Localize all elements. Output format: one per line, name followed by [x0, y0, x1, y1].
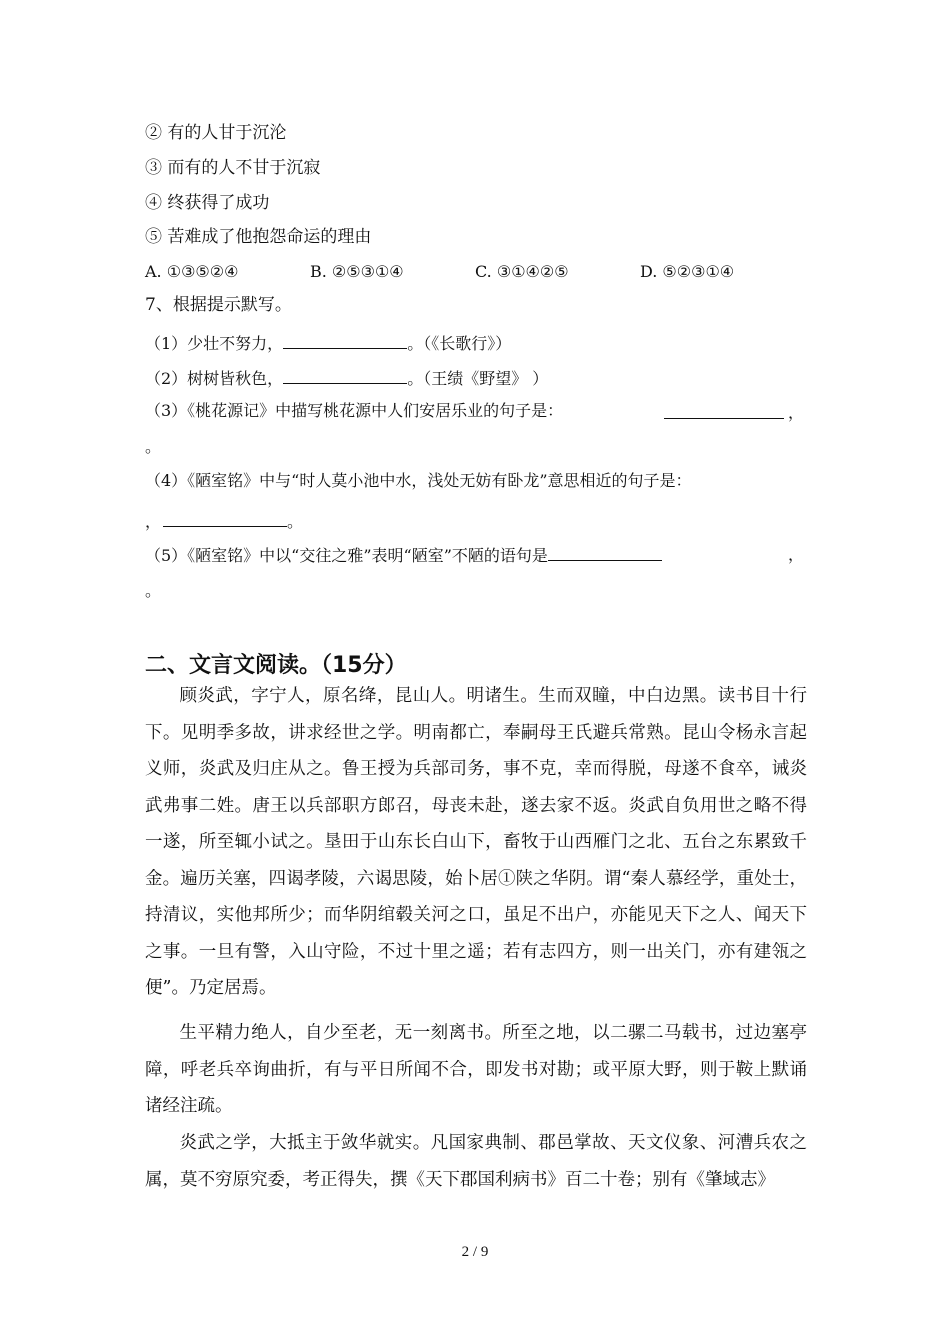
q7-3-comma: ， [788, 403, 805, 422]
q7-2-blank[interactable] [283, 365, 407, 384]
q6-option-a: A. ①③⑤②④ [145, 262, 239, 281]
q7-item-3 [145, 400, 563, 422]
q7-5-prompt: （5）《陋室铭》中以“交往之雅”表明“陋室”不陋的语句是 [145, 546, 548, 565]
q6-option-c: C. ③①④②⑤ [475, 262, 569, 281]
passage-paragraph-3 [145, 1125, 807, 1198]
q7-item-4 [145, 470, 692, 492]
passage-paragraph-1 [145, 678, 807, 1007]
q7-3-blank[interactable] [664, 400, 784, 419]
q6-item-2: ② 有的人甘于沉沦 [145, 123, 287, 143]
q7-3-prompt: （3）《桃花源记》中描写桃花源中人们安居乐业的句子是： [145, 401, 564, 420]
paragraph-1-text: 顾炎武，字宁人，原名绛，昆山人。明诸生。生而双瞳，中白边黑。读书目十行下。见明季多故，讲求经世之学。明南都亡，奉嗣母王氏避兵常熟。昆山令杨永言起义师，炎武及归庄从之。鲁王授为兵部司务，事不克，幸而得脱，母遂不食卒，诫炎武弗事二姓。唐王以兵部职方郎召，母丧未赴，遂去家不返。炎武自负用世之略不得一遂，所至辄小试之。垦田于山东长白山下，畜牧于山西雁门之北、五台之东累致千金。遍历关塞，四谒孝陵，六谒思陵，始卜居①陕之华阴。谓“秦人慕经学，重处士，持清议，实他邦所少；而华阴绾毂关河之口，虽足不出户，亦能见天下之人、闻天下之事。一旦有警，入山守险，不过十里之遥；若有志四方，则一出关门，亦有建瓴之便”。乃定居焉。 [145, 686, 807, 998]
q7-5-end: 。 [145, 581, 162, 600]
paragraph-3-text: 炎武之学，大抵主于敛华就实。凡国家典制、郡邑掌故、天文仪象、河漕兵农之属，莫不穷原究委，考正得失，撰《天下郡国利病书》百二十卷；别有《肇域志》 [145, 1133, 807, 1190]
q7-4-end: 。 [287, 512, 304, 531]
q6-item-5: ⑤ 苦难成了他抱怨命运的理由 [145, 227, 372, 247]
q7-item-5 [145, 542, 662, 567]
q7-2-source: 。（王绩《野望》 ） [407, 369, 549, 388]
q6-item-3: ③ 而有的人不甘于沉寂 [145, 158, 321, 178]
q7-4-answer-line [145, 508, 303, 533]
q6-option-b: B. ②⑤③①④ [310, 262, 404, 281]
q6-item-4: ④ 终获得了成功 [145, 193, 270, 213]
q7-item-1 [145, 330, 511, 355]
paragraph-2-text: 生平精力绝人，自少至老，无一刻离书。所至之地，以二骡二马载书，过边塞亭障，呼老兵卒询曲折，有与平日所闻不合，即发书对勘；或平原大野，则于鞍上默诵诸经注疏。 [145, 1023, 807, 1116]
q6-option-d: D. ⑤②③①④ [640, 262, 735, 281]
q7-4-blank[interactable] [163, 508, 287, 527]
q7-4-comma: ， [145, 512, 162, 531]
q7-5-blank[interactable] [548, 542, 662, 561]
q7-item-2 [145, 365, 548, 390]
q6-options [145, 261, 785, 283]
page-number: 2 / 9 [461, 1244, 489, 1260]
q7-5-comma: ， [788, 545, 805, 564]
q7-2-prompt: （2）树树皆秋色， [145, 369, 284, 388]
q7-title: 7、根据提示默写。 [145, 295, 292, 315]
passage-paragraph-2 [145, 1015, 807, 1125]
q7-1-blank[interactable] [283, 330, 407, 349]
q7-1-source: 。（《长歌行》） [407, 334, 512, 353]
q7-4-prompt: （4）《陋室铭》中与“时人莫小池中水，浅处无妨有卧龙”意思相近的句子是： [145, 471, 692, 490]
section-heading: 二、文言文阅读。（15分） [145, 653, 407, 678]
q7-3-end: 。 [145, 437, 162, 456]
q7-1-prompt: （1）少壮不努力， [145, 334, 284, 353]
